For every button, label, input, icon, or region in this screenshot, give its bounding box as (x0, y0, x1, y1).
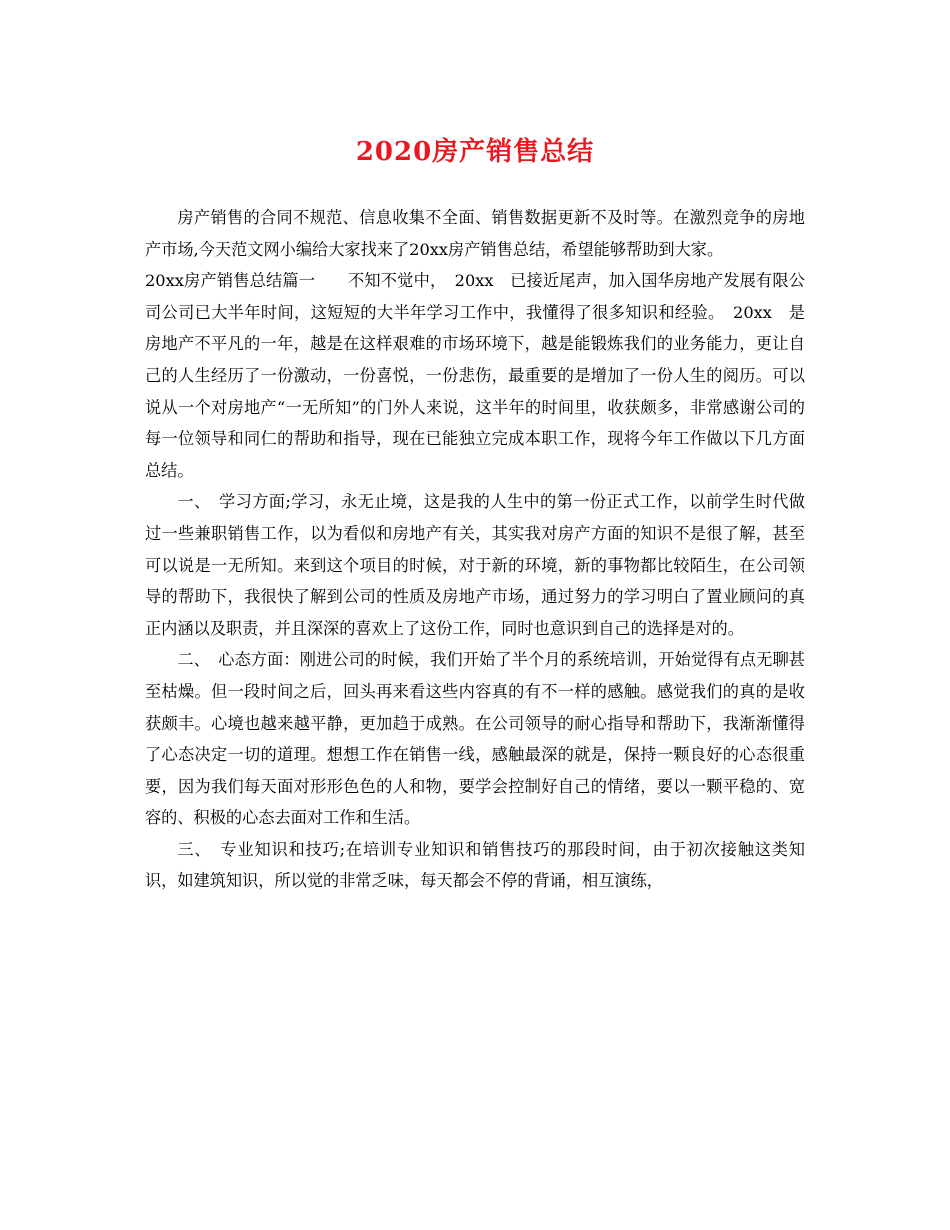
document-body (145, 202, 805, 897)
paragraph-intro: 房产销售的合同不规范、信息收集不全面、销售数据更新不及时等。在激烈竞争的房地产市场,今天范文网小编给大家找来了20xx房产销售总结，希望能够帮助到大家。 (145, 208, 805, 259)
paragraph-summary-part-one: 20xx房产销售总结篇一 不知不觉中， 20xx 已接近尾声，加入国华房地产发展有限公司公司已大半年时间，这短短的大半年学习工作中，我懂得了很多知识和经验。 20xx 是房地产不平凡的一年，越是在这样艰难的市场环境下，越是能锻炼我们的业务能力，更让自己的人生经历了一份激动，一份喜悦，一份悲伤，最重要的是增加了一份人生的阅历。可以说从一个对房地产“一无所知”的门外人来说，这半年的时间里，收获颇多，非常感谢公司的每一位领导和同仁的帮助和指导，现在已能独立完成本职工作，现将今年工作做以下几方面总结。 (145, 271, 805, 480)
document-title: 2020房产销售总结 (355, 137, 595, 167)
paragraph-mindset: 二、 心态方面：刚进公司的时候，我们开始了半个月的系统培训，开始觉得有点无聊甚至枯燥。但一段时间之后，回头再来看这些内容真的有不一样的感触。感觉我们的真的是收获颇丰。心境也越来越平静，更加趋于成熟。在公司领导的耐心指导和帮助下，我渐渐懂得了心态决定一切的道理。想想工作在销售一线，感触最深的就是，保持一颗良好的心态很重要，因为我们每天面对形形色色的人和物，要学会控制好自己的情绪，要以一颗平稳的、宽容的、积极的心态去面对工作和生活。 (145, 650, 805, 828)
paragraph-learning: 一、 学习方面;学习，永无止境，这是我的人生中的第一份正式工作，以前学生时代做过一些兼职销售工作，以为看似和房地产有关，其实我对房产方面的知识不是很了解，甚至可以说是一无所知。来到这个项目的时候，对于新的环境，新的事物都比较陌生，在公司领导的帮助下，我很快了解到公司的性质及房地产市场，通过努力的学习明白了置业顾问的真正内涵以及职责，并且深深的喜欢上了这份工作，同时也意识到自己的选择是对的。 (145, 492, 805, 638)
paragraph-professional-skills: 三、 专业知识和技巧;在培训专业知识和销售技巧的那段时间，由于初次接触这类知识，如建筑知识，所以觉的非常乏味，每天都会不停的背诵，相互演练， (145, 839, 805, 891)
